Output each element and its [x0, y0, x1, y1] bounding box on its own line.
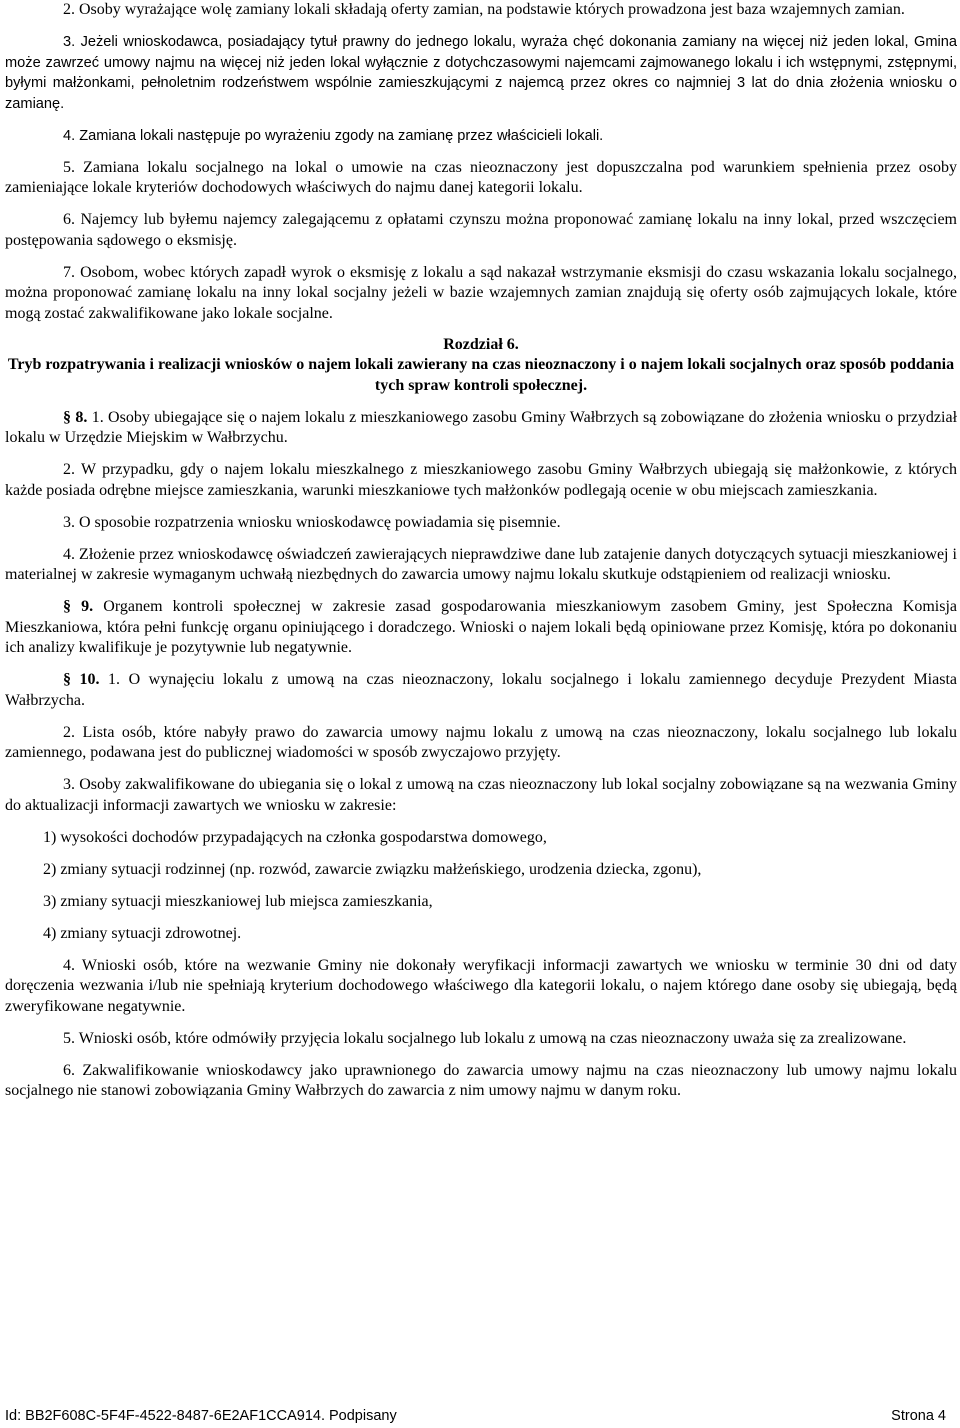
paragraph-7: 7. Osobom, wobec których zapadł wyrok o eksmisję z lokalu a sąd nakazał wstrzymanie eksmisji do czasu wskazania lokalu socjalnego, można proponować zamianę lokalu na inny lokal socjalny jeżeli w bazie wzajemnych zamian znajdują się oferty osób zajmujących lokale, które mogą zostać zakwalifikowane jako lokale socjalne. [5, 263, 957, 322]
section-10-paragraph-5: 5. Wnioski osób, które odmówiły przyjęcia lokalu socjalnego lub lokalu z umową na czas nieoznaczony uważa się za zrealizowane. [63, 1029, 907, 1047]
list-item: 2) zmiany sytuacji rodzinnej (np. rozwód, zawarcie związku małżeńskiego, urodzenia dziecka, zgonu), [43, 860, 702, 878]
section-9-paragraph [5, 597, 957, 659]
page-footer [5, 1407, 946, 1425]
paragraph-2: 2. Osoby wyrażające wolę zamiany lokali składają oferty zamian, na podstawie których prowadzona jest baza wzajemnych zamian. [63, 1, 905, 18]
list-item: 1) wysokości dochodów przypadających na członka gospodarstwa domowego, [43, 828, 547, 846]
chapter-title: Tryb rozpatrywania i realizacji wniosków o najem lokali zawierany na czas nieoznaczony i o najem lokali socjalnych oraz sposób poddania tych spraw kontroli społecznej. [7, 356, 955, 394]
list-item: 3) zmiany sytuacji mieszkaniowej lub miejsca zamieszkania, [43, 892, 433, 910]
list-item: 4) zmiany sytuacji zdrowotnej. [43, 924, 242, 942]
paragraph-4: 4. Zamiana lokali następuje po wyrażeniu zgody na zamianę przez właścicieli lokali. [63, 127, 604, 144]
page-number: Strona 4 [891, 1408, 946, 1424]
paragraph-6: 6. Najemcy lub byłemu najemcy zalegającemu z opłatami czynszu można proponować zamianę lokalu na inny lokal, przed wszczęciem postępowania sądowego o eksmisję. [5, 211, 957, 249]
section-10-paragraph-2: 2. Lista osób, które nabyły prawo do zawarcia umowy najmu lokalu z umową na czas nieoznaczony, lokalu socjalnego lub lokalu zamiennego, podawana jest do publicznej wiadomości w sposób zwyczajowo przyjęty. [5, 723, 957, 761]
chapter-heading: Rozdział 6. [443, 335, 519, 353]
section-10-paragraph-1 [5, 670, 957, 711]
section-8-paragraph-4: 4. Złożenie przez wnioskodawcę oświadczeń zawierających nieprawdziwe dane lub zatajenie danych dotyczących sytuacji mieszkaniowej i materialnej w zakresie wymaganym uchwałą niezbędnych do zawarcia umowy najmu lokalu skutkuje odstąpieniem od realizacji wniosku. [5, 545, 957, 583]
section-8-paragraph-1 [5, 408, 957, 449]
section-10-paragraph-4: 4. Wnioski osób, które na wezwanie Gminy nie dokonały weryfikacji informacji zawartych we wniosku w terminie 30 dni od daty doręczenia wezwania i/lub nie spełniają kryterium dochodowego właściwego dla kategorii lokalu, o najem którego dane osoby się ubiegają, będą zweryfikowane negatywnie. [5, 956, 957, 1015]
section-9-text: Organem kontroli społecznej w zakresie zasad gospodarowania mieszkaniowym zasobem Gminy, jest Społeczna Komisja Mieszkaniowa, która pełni funkcję organu opiniującego i doradczego. Wnioski o najem lokali będą opiniowane przez Komisję, która po dokonaniu ich analizy kwalifikuje je pozytywnie lub negatywnie. [5, 598, 958, 656]
paragraph-5: 5. Zamiana lokalu socjalnego na lokal o umowie na czas nieoznaczony jest dopuszczalna pod warunkiem spełnienia przez osoby zamieniające lokale kryteriów dochodowych właściwych do najmu danej kategorii lokalu. [5, 158, 957, 196]
section-10-mark: § 10. [63, 671, 100, 688]
section-10-paragraph-3: 3. Osoby zakwalifikowane do ubiegania się o lokal z umową na czas nieoznaczony lub lokal socjalny zobowiązane są na wezwania Gminy do aktualizacji informacji zawartych we wniosku w zakresie: [5, 776, 957, 814]
section-8-paragraph-3: 3. O sposobie rozpatrzenia wniosku wnioskodawcę powiadamia się pisemnie. [63, 513, 561, 531]
section-10-paragraph-6: 6. Zakwalifikowanie wnioskodawcy jako uprawnionego do zawarcia umowy najmu na czas nieoznaczony lub umowy najmu lokalu socjalnego nie stanowi zobowiązania Gminy Wałbrzych do zawarcia z nim umowy najmu w danym roku. [5, 1061, 957, 1099]
document-page [5, 0, 957, 1113]
section-10-text: 1. O wynajęciu lokalu z umową na czas nieoznaczony, lokalu socjalnego i lokalu zamiennego decyduje Prezydent Miasta Wałbrzycha. [5, 671, 958, 709]
paragraph-3: 3. Jeżeli wnioskodawca, posiadający tytuł prawny do jednego lokalu, wyraża chęć dokonania zamiany na więcej niż jeden lokal, Gmina może zawrzeć umowy najmu na więcej niż jeden lokal wyłącznie z dotychczasowymi najemcami zajmowanego lokalu i ich wstępnymi, zstępnymi, byłymi małżonkami, pełnoletnim rodzeństwem wspólnie zamieszkującymi z najemcą przez okres co najmniej 3 lat do dnia złożenia wniosku o zamianę. [5, 34, 957, 112]
document-id: Id: BB2F608C-5F4F-4522-8487-6E2AF1CCA914. Podpisany [5, 1408, 397, 1424]
section-8-mark: § 8. [63, 408, 88, 426]
section-8-text: 1. Osoby ubiegające się o najem lokalu z mieszkaniowego zasobu Gminy Wałbrzych są zobowiązane do złożenia wniosku o przydział lokalu w Urzędzie Miejskim w Wałbrzychu. [5, 408, 958, 446]
section-9-mark: § 9. [63, 598, 94, 615]
section-8-paragraph-2: 2. W przypadku, gdy o najem lokalu mieszkalnego z mieszkaniowego zasobu Gminy Wałbrzych ubiegają się małżonkowie, z których każde posiada odrębne miejsce zamieszkania, warunki mieszkaniowe tych małżonków podlegają ocenie w obu miejscach zamieszkania. [5, 461, 957, 499]
